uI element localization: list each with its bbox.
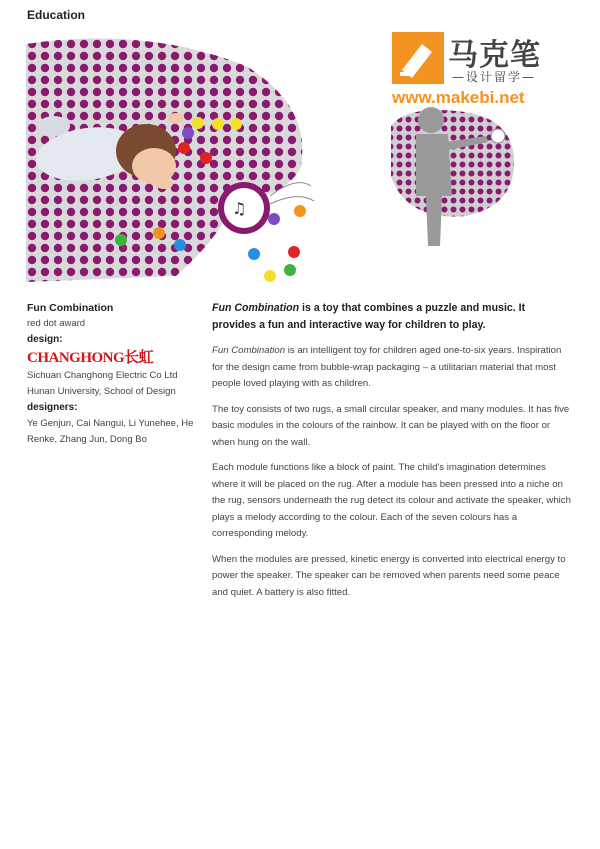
p1-product-name: Fun Combination	[212, 345, 286, 356]
watermark-logo	[386, 26, 586, 286]
rug-illustration	[26, 26, 316, 282]
logo-tagline: —设计留学—	[452, 70, 537, 84]
product-title: Fun Combination	[27, 302, 114, 314]
logo-url: www.makebi.net	[392, 88, 525, 107]
product-photo	[26, 26, 316, 282]
design-heading: design:	[27, 334, 63, 345]
designers-list: Ye Genjun, Cai Nangui, Li Yunehee, He Renke, Zhang Jun, Dong Bo	[27, 418, 194, 445]
product-description	[212, 300, 572, 610]
logo-name: 马克笔	[448, 38, 541, 73]
lead-text: is a toy that combines a puzzle and music. It provides a fun and interactive way for children to play.	[212, 302, 526, 331]
changhong-brand-logo: CHANGHONG长虹	[27, 350, 154, 366]
university-name: Hunan University, School of Design	[27, 386, 176, 397]
lead-product-name: Fun Combination	[212, 302, 300, 314]
paragraph-2: The toy consists of two rugs, a small circular speaker, and many modules. It has five basic modules in the colours of the rainbow. It can be played with on the floor or when hung on the wall.	[212, 403, 570, 448]
child-silhouette-figure	[386, 106, 586, 291]
pen-logo-icon	[392, 32, 444, 84]
award-label: red dot award	[27, 318, 86, 329]
p1-text: is an intelligent toy for children aged one-to-six years. Inspiration for the design came from bubble-wrap packaging – a utilitarian material that most people loved playing with as children.	[212, 345, 562, 389]
svg-text:♫: ♫	[232, 199, 247, 218]
section-label: Education	[27, 8, 86, 22]
lead-paragraph	[212, 300, 572, 334]
company-name: Sichuan Changhong Electric Co Ltd	[27, 370, 178, 381]
paragraph-4: When the modules are pressed, kinetic energy is converted into electrical energy to power the speaker. The speaker can be removed when parents need some peace and quiet. A battery is also fitted.	[212, 553, 566, 598]
product-info	[27, 300, 202, 448]
designers-heading: designers:	[27, 402, 78, 413]
paragraph-1	[212, 343, 572, 393]
paragraph-3: Each module functions like a block of paint. The child's imagination determines where it will be placed on the rug. After a module has been pressed into a niche on the rug, sensors underneath the rug detect its colour and activate the speaker, which plays a melody according to the colour. Each of the seven colours has a corresponding melody.	[212, 462, 571, 539]
